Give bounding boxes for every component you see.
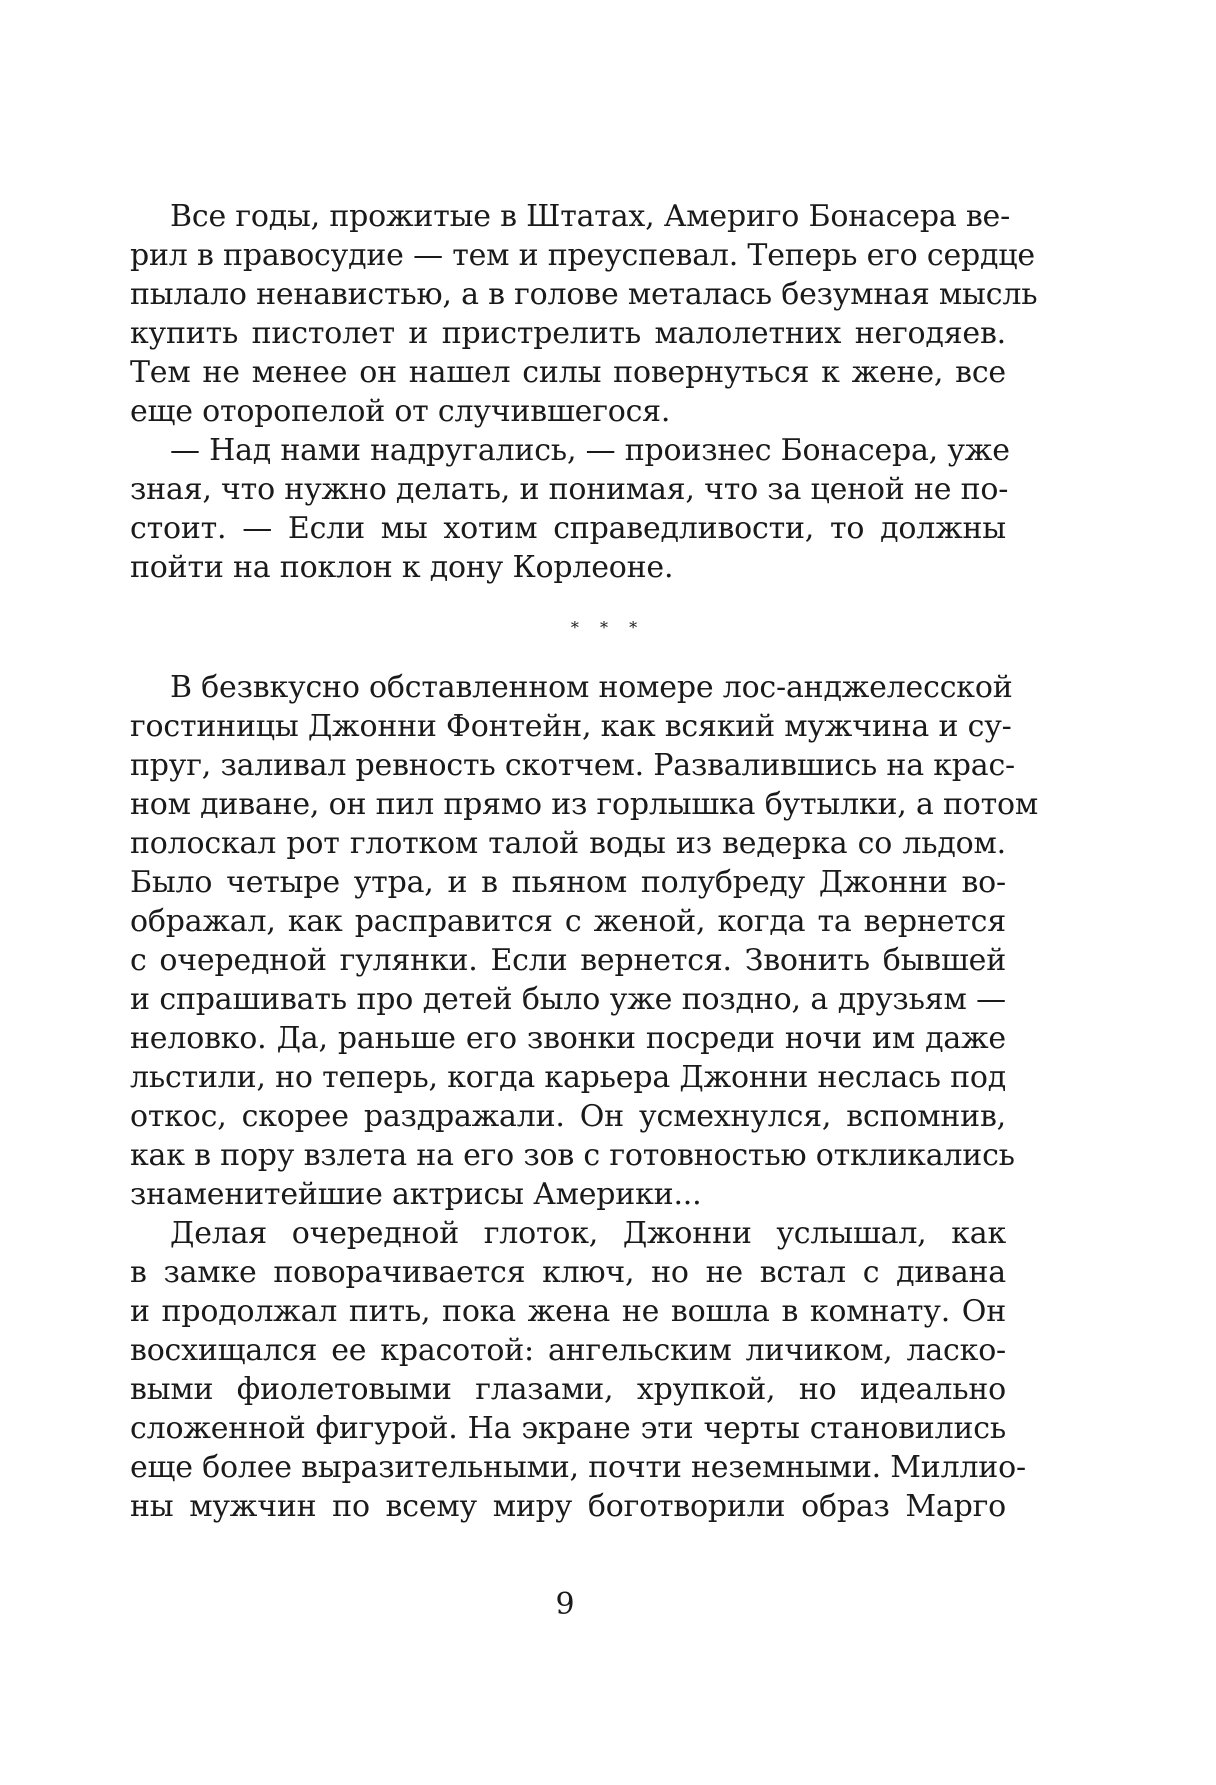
text-line: и продолжал пить, пока жена не вошла в комнату. Он (130, 1294, 1006, 1329)
text-line: В безвкусно обставленном номере лос-анджелесской (170, 670, 1013, 705)
text-line: стоит. — Если мы хотим справедливости, то должны (130, 511, 1006, 546)
text-line: восхищался ее красотой: ангельским личиком, ласко- (130, 1333, 1006, 1368)
text-line: — Над нами надругались, — произнес Бонасера, уже (170, 433, 1010, 468)
text-line: рил в правосудие — тем и преуспевал. Теперь его сердце (130, 238, 1035, 273)
text-line: Все годы, прожитые в Штатах, Америго Бонасера ве- (170, 199, 1011, 234)
text-line: как в пору взлета на его зов с готовностью откликались (130, 1138, 1015, 1173)
text-line: еще оторопелой от случившегося. (130, 394, 671, 429)
text-line: знаменитейшие актрисы Америки... (130, 1177, 702, 1212)
section-2-text (130, 668, 1039, 1526)
text-line: пылало ненавистью, а в голове металась безумная мысль (130, 277, 1038, 312)
section-1-text (130, 197, 1038, 587)
text-line: зная, что нужно делать, и понимая, что за ценой не по- (130, 472, 1009, 507)
text-line: гостиницы Джонни Фонтейн, как всякий мужчина и су- (130, 709, 1012, 744)
text-line: неловко. Да, раньше его звонки посреди ночи им даже (130, 1021, 1006, 1056)
page-number: 9 (555, 1587, 575, 1622)
text-line: ны мужчин по всему миру боготворили образ Марго (130, 1489, 1006, 1524)
text-line: Было четыре утра, и в пьяном полубреду Джонни во- (130, 865, 1006, 900)
text-line: пруг, заливал ревность скотчем. Развалившись на крас- (130, 748, 1015, 783)
text-line: ном диване, он пил прямо из горлышка бутылки, а потом (130, 787, 1039, 822)
text-line: купить пистолет и пристрелить малолетних негодяев. (130, 316, 1006, 351)
text-line: полоскал рот глотком талой воды из ведерка со льдом. (130, 826, 1006, 861)
text-line: откос, скорее раздражали. Он усмехнулся, вспомнив, (130, 1099, 1006, 1134)
text-line: пойти на поклон к дону Корлеоне. (130, 550, 674, 585)
text-line: с очередной гулянки. Если вернется. Звонить бывшей (130, 943, 1006, 978)
text-line: Тем не менее он нашел силы повернуться к жене, все (130, 355, 1006, 390)
text-line: Делая очередной глоток, Джонни услышал, как (170, 1216, 1006, 1251)
text-line: и спрашивать про детей было уже поздно, а друзьям — (130, 982, 1006, 1017)
text-line: в замке поворачивается ключ, но не встал с дивана (130, 1255, 1006, 1290)
section-separator: * * * (570, 618, 646, 637)
text-line: еще более выразительными, почти неземными. Миллио- (130, 1450, 1026, 1485)
text-line: льстили, но теперь, когда карьера Джонни неслась под (130, 1060, 1007, 1095)
text-line: сложенной фигурой. На экране эти черты становились (130, 1411, 1006, 1446)
text-line: ображал, как расправится с женой, когда та вернется (130, 904, 1006, 939)
text-line: выми фиолетовыми глазами, хрупкой, но идеально (130, 1372, 1006, 1407)
